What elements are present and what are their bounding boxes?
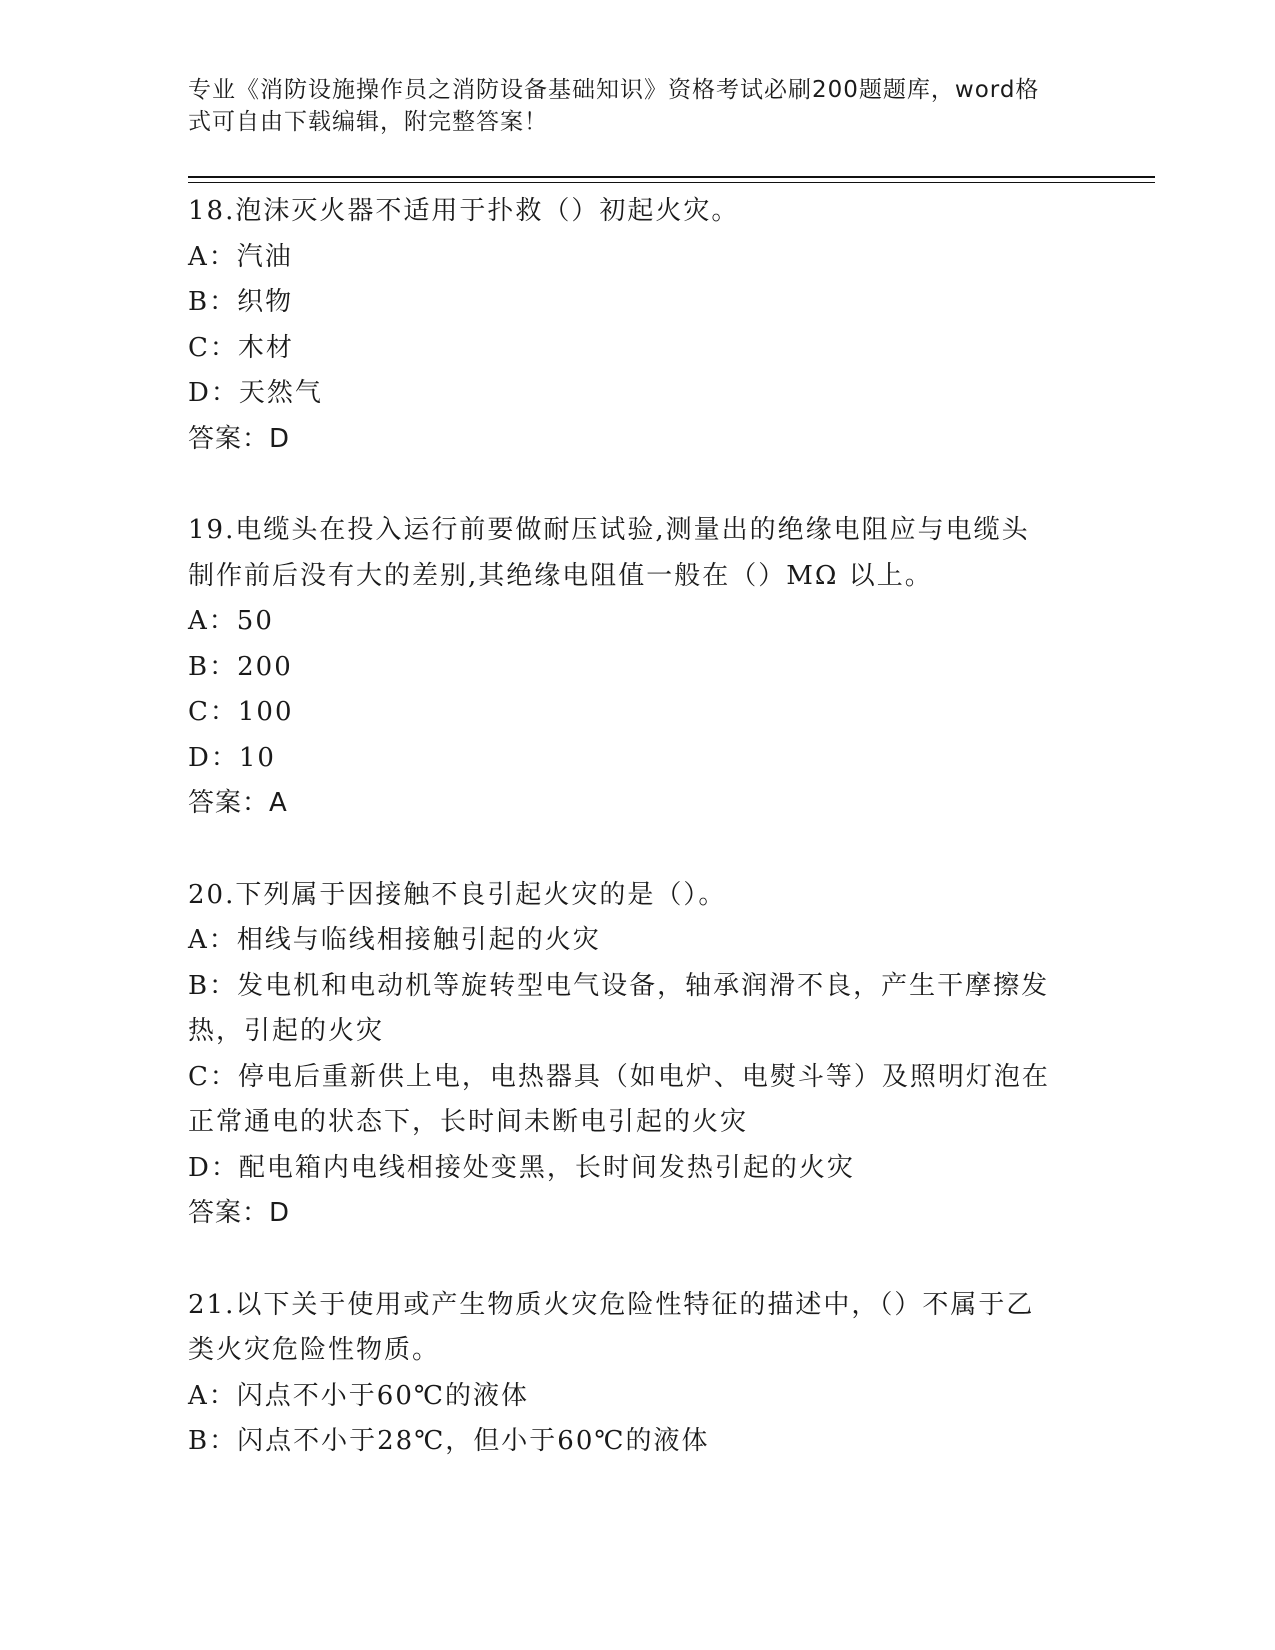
option-b: B：闪点不小于28℃，但小于60℃的液体 [188,1426,710,1456]
option-c: C：木材 [188,332,294,363]
option-c-line-1: C：停电后重新供上电，电热器具（如电炉、电熨斗等）及照明灯泡在 [188,1061,1050,1092]
question-18 [188,189,1068,462]
answer-line: 答案：A [188,788,288,818]
document-header [188,74,1088,138]
header-line-1: 专业《消防设施操作员之消防设备基础知识》资格考试必刷200题题库，word格 [188,77,1040,103]
question-stem-line-1: 21.以下关于使用或产生物质火灾危险性特征的描述中，（）不属于乙 [188,1289,1035,1320]
option-b: B：200 [188,651,293,682]
question-stem-line-2: 制作前后没有大的差别,其绝缘电阻值一般在（）MΩ 以上。 [188,560,933,591]
option-b-line-2: 热，引起的火灾 [188,1016,385,1046]
question-21 [188,1283,1068,1465]
question-list [188,189,1068,1511]
option-d: D：10 [188,742,276,773]
header-line-2: 式可自由下载编辑，附完整答案！ [188,109,548,135]
header-rule-thin [188,182,1155,183]
question-stem: 18.泡沫灭火器不适用于扑救（）初起火灾。 [188,196,740,226]
answer-line: 答案：D [188,423,291,454]
option-a: A：闪点不小于60℃的液体 [188,1380,529,1411]
option-a: A：汽油 [188,241,293,272]
question-19 [188,508,1068,827]
option-d: D：配电箱内电线相接处变黑，长时间发热引起的火灾 [188,1152,855,1183]
option-c-line-2: 正常通电的状态下，长时间未断电引起的火灾 [188,1107,749,1137]
option-c: C：100 [188,697,294,727]
answer-line: 答案：D [188,1198,291,1228]
option-a: A：相线与临线相接触引起的火灾 [188,925,601,955]
option-d: D：天然气 [188,378,323,408]
option-b: B：织物 [188,287,294,317]
question-stem: 20.下列属于因接触不良引起火灾的是（）。 [188,879,727,910]
option-b-line-1: B：发电机和电动机等旋转型电气设备，轴承润滑不良，产生干摩擦发 [188,970,1050,1001]
option-a: A：50 [188,606,274,636]
question-stem-line-2: 类火灾危险性物质。 [188,1335,441,1365]
question-20 [188,873,1068,1237]
header-rule-thick [188,176,1155,178]
question-stem-line-1: 19.电缆头在投入运行前要做耐压试验,测量出的绝缘电阻应与电缆头 [188,515,1030,545]
